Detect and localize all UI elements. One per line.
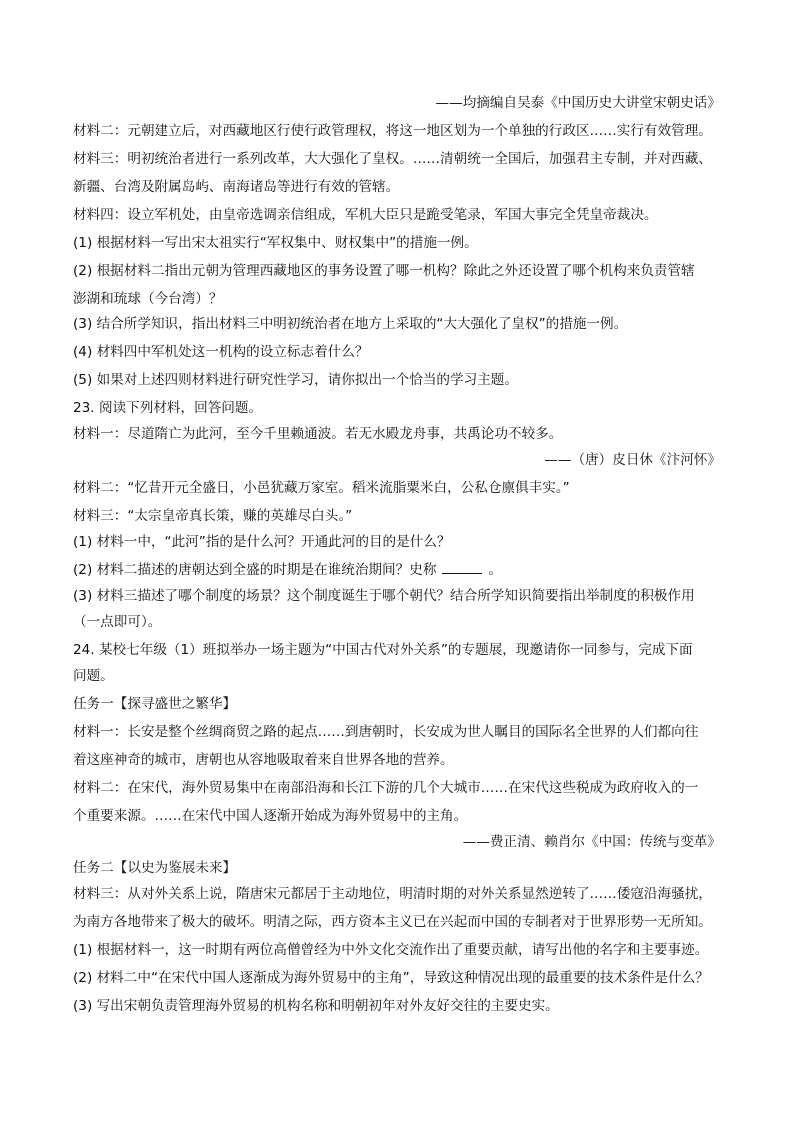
question-text: (2) 材料二描述的唐朝达到全盛的时期是在谁统治期间？史称: [73, 562, 437, 578]
material-paragraph: 个重要来源。……在宋代中国人逐渐开始成为海外贸易中的主角。: [73, 808, 468, 824]
question-line: (2) 材料二中“在宋代中国人逐渐成为海外贸易中的主角”，导致这种情况出现的最重要的技术条件是什么？: [73, 970, 709, 986]
material-paragraph: 材料三：“太宗皇帝真长策，赚的英雄尽白头。”: [73, 508, 353, 524]
question-line: (3) 材料三描述了哪个制度的场景？这个制度诞生于哪个朝代？结合所学知识简要指出举制度的积极作用: [73, 588, 695, 604]
task-heading: 任务二【以史为鉴展未来】: [73, 860, 237, 876]
question-line: (3) 结合所学知识，指出材料三中明初统治者在地方上采取的“大大强化了皇权”的措施一例。: [73, 316, 628, 332]
material-paragraph: 着这座神奇的城市，唐朝也从容地吸取着来自世界各地的营养。: [73, 752, 454, 768]
answer-blank[interactable]: [442, 560, 482, 574]
question-line: （一点即可）。: [73, 614, 162, 630]
question-line: 澎湖和琉球（今台湾）？: [73, 291, 223, 307]
material-paragraph: 为南方各地带来了极大的破坏。明清之际，西方资本主义已在兴起而中国的专制者对于世界形势一无所知。: [73, 914, 712, 930]
material-paragraph: 材料二：“忆昔开元全盛日，小邑犹藏万家室。稻米流脂粟米白，公私仓廪俱丰实。”: [73, 480, 570, 496]
material-paragraph: 材料二：在宋代，海外贸易集中在南部沿海和长江下游的几个大城市……在宋代这些税成为政府收入的一: [73, 780, 699, 796]
question-line: (3) 写出宋朝负责管理海外贸易的机构名称和明朝初年对外友好交往的主要史实。: [73, 998, 559, 1014]
material-paragraph: 新疆、台湾及附属岛屿、南海诸岛等进行有效的管辖。: [73, 179, 400, 195]
question-line: (1) 材料一中，“此河”指的是什么河？开通此河的目的是什么？: [73, 534, 451, 550]
question-line: (4) 材料四中军机处这一机构的设立标志着什么？: [73, 344, 369, 360]
question-line: (1) 根据材料一写出宋太祖实行“军权集中、财权集中”的措施一例。: [73, 235, 478, 251]
source-line: ——费正清、赖肖尔《中国：传统与变革》: [462, 834, 721, 850]
question-line: [73, 560, 723, 580]
question-number-24: 24. 某校七年级（1）班拟举办一场主题为“中国古代对外关系”的专题展，现邀请你一同参与，完成下面: [73, 642, 693, 658]
task-heading: 任务一【探寻盛世之繁华】: [73, 696, 237, 712]
question-line: (5) 如果对上述四则材料进行研究性学习，请你拟出一个恰当的学习主题。: [73, 372, 518, 388]
material-paragraph: 材料三：明初统治者进行一系列改革，大大强化了皇权。……清朝统一全国后，加强君主专制，并对西藏、: [73, 151, 712, 167]
question-line: 问题。: [73, 668, 114, 684]
material-paragraph: 材料二：元朝建立后，对西藏地区行使行政管理权，将这一地区划为一个单独的行政区……实行有效管理。: [73, 123, 712, 139]
question-line: (1) 根据材料一，这一时期有两位高僧曾经为中外文化交流作出了重要贡献，请写出他的名字和主要事迹。: [73, 942, 709, 958]
question-line: (2) 根据材料二指出元朝为管理西藏地区的事务设置了哪一机构？除此之外还设置了哪个机构来负责管辖: [73, 263, 695, 279]
material-paragraph: 材料一：尽道隋亡为此河，至今千里赖通波。若无水殿龙舟事，共禹论功不较多。: [73, 426, 563, 442]
question-text: 。: [488, 562, 503, 578]
material-paragraph: 材料一：长安是整个丝绸商贸之路的起点……到唐朝时，长安成为世人瞩目的国际名全世界的人们都向往: [73, 724, 699, 740]
question-number-23: 23. 阅读下列材料，回答问题。: [73, 400, 263, 416]
material-paragraph: 材料三：从对外关系上说，隋唐宋元都居于主动地位，明清时期的对外关系显然逆转了……倭寇沿海骚扰，: [73, 886, 712, 902]
material-paragraph: 材料四：设立军机处，由皇帝选调亲信组成，军机大臣只是跪受笔录，军国大事完全凭皇帝裁决。: [73, 207, 658, 223]
source-line: ——（唐）皮日休《汴河怀》: [544, 452, 721, 468]
source-line: ——均摘编自吴泰《中国历史大讲堂宋朝史话》: [435, 95, 721, 111]
